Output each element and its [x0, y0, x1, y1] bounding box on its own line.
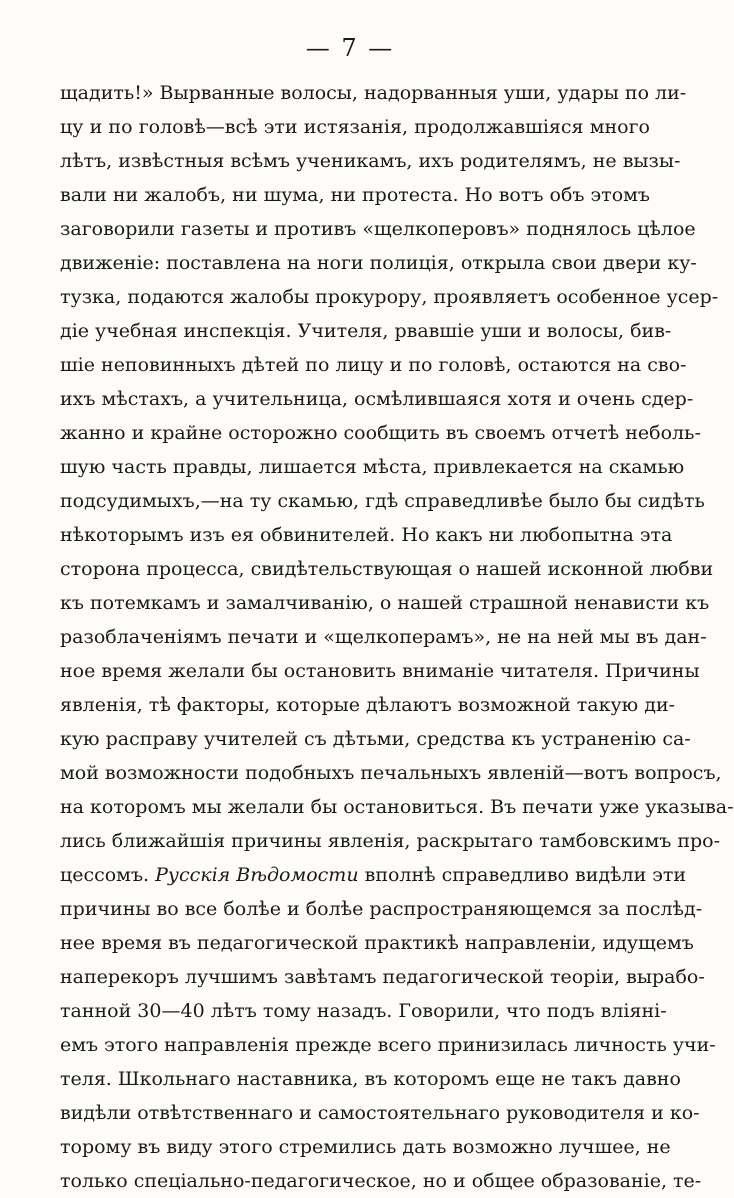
newspaper-title: Русскія Вѣдомости — [155, 864, 359, 886]
text-line-25: причины во все болѣе и болѣе распространяющемся за послѣд- — [60, 898, 703, 920]
text-line-5: заговорили газеты и противъ «щелкоперовъ» поднялось цѣлое — [60, 218, 696, 240]
text-line-33: только спеціально-педагогическое, но и общее образованіе, те- — [60, 1170, 702, 1192]
text-line-15: сторона процесса, свидѣтельствующая о нашей исконной любви — [60, 558, 714, 580]
body-text — [60, 76, 734, 1198]
text-line-22: на которомъ мы желали бы остановиться. Въ печати уже указыва- — [60, 796, 734, 818]
text-line-14: нѣкоторымъ изъ ея обвинителей. Но какъ ни любопытна эта — [60, 524, 673, 546]
text-line-11: жанно и крайне осторожно сообщить въ своемъ отчетѣ неболь- — [60, 422, 701, 444]
text-line-31: видѣли отвѣтственнаго и самостоятельнаго руководителя и ко- — [60, 1102, 700, 1124]
text-line-12: шую часть правды, лишается мѣста, привлекается на скамью — [60, 456, 685, 478]
text-line-13: подсудимыхъ,—на ту скамью, гдѣ справедливѣе было бы сидѣть — [60, 490, 705, 512]
text-line-4: вали ни жалобъ, ни шума, ни протеста. Но вотъ объ этомъ — [60, 184, 650, 206]
text-line-1: щадить!» Вырванные волосы, надорванныя уши, удары по ли- — [60, 82, 687, 104]
text-line-17: разоблаченіямъ печати и «щелкоперамъ», не на ней мы въ дан- — [60, 626, 707, 648]
text-line-3: лѣтъ, извѣстныя всѣмъ ученикамъ, ихъ родителямъ, не вызы- — [60, 150, 681, 172]
text-line-24-after: вполнѣ справедливо видѣли эти — [358, 864, 687, 886]
text-line-2: цу и по головѣ—всѣ эти истязанія, продолжавшіяся много — [60, 116, 650, 138]
text-line-7: тузка, подаются жалобы прокурору, проявляетъ особенное усер- — [60, 286, 719, 308]
text-line-6: движеніе: поставлена на ноги полиція, открыла свои двери ку- — [60, 252, 697, 274]
text-line-24-before: цессомъ. — [60, 864, 156, 886]
text-line-8: діе учебная инспекція. Учителя, рвавшіе уши и волосы, бив- — [60, 320, 672, 342]
text-line-26: нее время въ педагогической практикѣ направленіи, идущемъ — [60, 932, 694, 954]
text-line-29: емъ этого направленія прежде всего принизилась личность учи- — [60, 1034, 716, 1056]
text-line-20: кую расправу учителей съ дѣтьми, средства къ устраненію са- — [60, 728, 691, 750]
text-line-16: къ потемкамъ и замалчиванію, о нашей страшной ненависти къ — [60, 592, 710, 614]
text-line-19: явленія, тѣ факторы, которые дѣлаютъ возможной такую ди- — [60, 694, 676, 716]
text-line-28: танной 30—40 лѣтъ тому назадъ. Говорили, что подъ вліяні- — [60, 1000, 667, 1022]
text-line-27: наперекоръ лучшимъ завѣтамъ педагогической теоріи, вырабо- — [60, 966, 705, 988]
text-line-32: торому въ виду этого стремились дать возможно лучшее, не — [60, 1136, 671, 1158]
text-line-21: мой возможности подобныхъ печальныхъ явленій—вотъ вопросъ, — [60, 762, 722, 784]
text-line-10: ихъ мѣстахъ, а учительница, осмѣлившаяся хотя и очень сдер- — [60, 388, 694, 410]
text-line-23: лись ближайшія причины явленія, раскрытаго тамбовскимъ про- — [60, 830, 721, 852]
text-line-30: теля. Школьнаго наставника, въ которомъ еще не такъ давно — [60, 1068, 681, 1090]
text-line-24 — [60, 858, 687, 892]
text-line-18: ное время желали бы остановить вниманіе читателя. Причины — [60, 660, 700, 682]
page-number: — 7 — — [305, 34, 395, 62]
text-line-9: шіе неповинныхъ дѣтей по лицу и по головѣ, остаются на сво- — [60, 354, 687, 376]
